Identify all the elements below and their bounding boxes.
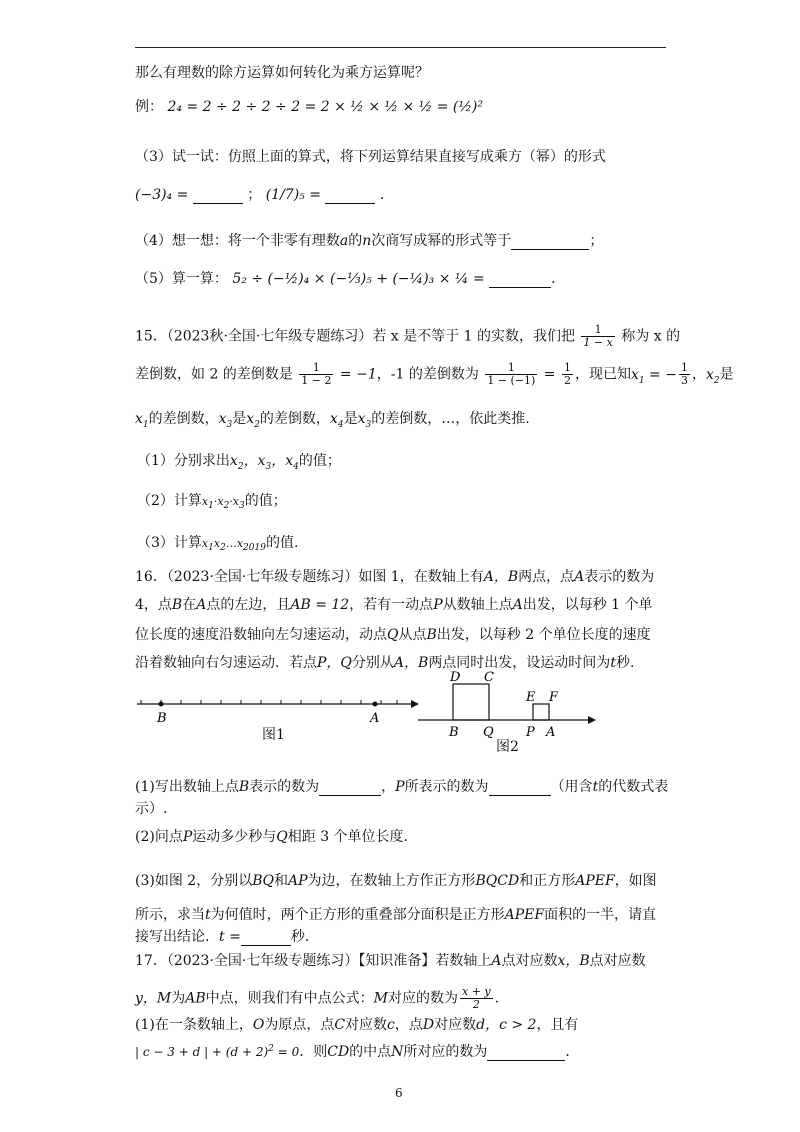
answer-blank[interactable] (241, 931, 291, 946)
q3-instruction: （3）试一试：仿照上面的算式，将下列运算结果直接写成乘方（幂）的形式 (135, 149, 606, 165)
svg-text:A: A (370, 711, 380, 726)
q17-part1-line2: | c − 3 + d | + $(d + 2)^2 = 0$．则CD的中点N所对应的数为 ． (135, 1044, 580, 1060)
svg-text:C: C (484, 670, 494, 685)
q15-part1: （1）分别求出$x_2$，$x_3$，$x_4$的值； (137, 453, 341, 472)
q3-exercises: (−3)₄ = ； (1/7)₅ = ． (135, 187, 394, 203)
q16-part2: (2)问点P运动多少秒与Q相距 3 个单位长度. (135, 829, 409, 845)
q16-part3-line2: 所示，求当t为何值时，两个正方形的重叠部分面积是正方形APEF面积的一半，请直 (135, 907, 657, 923)
q5-expression: 5₂ ÷ (−½)₄ × (−⅓)₅ + (−¼)₃ × ¼ = (232, 271, 485, 287)
q16-line2: 4，点B在A点的左边，且AB = 12，若有一动点P从数轴上点A出发，以每秒 1 个单 (135, 597, 653, 613)
svg-text:B: B (449, 725, 459, 740)
q15-line1: 15．（2023秋·全国·七年级专题练习）若 x 是不等于 1 的实数，我们把 $\frac{1}{1 - x}$ 称为 x 的 (135, 323, 681, 349)
svg-text:Q: Q (483, 725, 494, 740)
answer-blank[interactable] (511, 235, 589, 250)
figure-1-caption: 图1 (262, 727, 285, 743)
q16-line1: 16．（2023·全国·七年级专题练习）如图 1，在数轴上有A，B两点，点A表示的数为 (135, 569, 655, 585)
answer-blank[interactable] (487, 1046, 565, 1061)
figure-2-caption: 图2 (496, 739, 519, 755)
q16-part3-line3: 接写出结论．t = 秒. (135, 929, 310, 945)
q16-line3: 位长度的速度沿数轴向左匀速运动，动点Q从点B出发，以每秒 2 个单位长度的速度 (135, 627, 651, 643)
figure-2-squares (416, 670, 596, 740)
page-number: 6 (395, 1086, 403, 1100)
q16-part1-cont: 示）. (135, 801, 168, 817)
q17-line1: 17．（2023·全国·七年级专题练习）【知识准备】若数轴上A点对应数x，B点对应数 (135, 953, 646, 969)
intro-line: 那么有理数的除方运算如何转化为乘方运算呢？ (135, 65, 429, 81)
svg-text:F: F (549, 690, 559, 705)
svg-text:E: E (526, 690, 536, 705)
q17-part1: (1)在一条数轴上，O为原点，点C对应数c，点D对应数d，c > 2，且有 (135, 1017, 579, 1033)
answer-blank[interactable] (489, 781, 551, 796)
example-line: 例： 2₄ = 2 ÷ 2 ÷ 2 ÷ 2 = 2 × ½ × ½ × ½ = (½)² (135, 99, 483, 115)
answer-blank[interactable] (193, 189, 243, 204)
q5-line: （5）算一算： 5₂ ÷ (−½)₄ × (−⅓)₅ + (−¼)₃ × ¼ = ． (135, 271, 566, 287)
q15-part2: （2）计算$x_1\cdot x_2\cdot x_3$的值； (137, 493, 287, 512)
q4-line: （4）想一想：将一个非零有理数a的n次商写成幂的形式等于 ； (135, 233, 604, 249)
q16-part1: (1)写出数轴上点B表示的数为 ，P所表示的数为 （用含t的代数式表 (135, 779, 669, 795)
example-expression: 2₄ = 2 ÷ 2 ÷ 2 ÷ 2 = 2 × ½ × ½ × ½ = (½)² (167, 99, 483, 115)
svg-text:B: B (157, 711, 167, 726)
svg-text:P: P (526, 725, 535, 740)
q17-line2: y，M为AB中点，则我们有中点公式：M对应的数为 $\frac{x + y}{2}$ . (135, 985, 500, 1011)
q15-line3: $x_1$的差倒数，$x_3$是$x_2$的差倒数，$x_4$是$x_3$的差倒数，…，依此类推. (135, 411, 530, 430)
q15-part3: （3）计算$x_1x_2\dots x_{2019}$的值. (137, 535, 299, 554)
answer-blank[interactable] (489, 273, 551, 288)
svg-text:A: A (546, 725, 556, 740)
q15-line2: 差倒数，如 2 的差倒数是 $\frac{1}{1 - 2}$ = −1，-1 的差倒数为 $\frac{1}{1 - (-1)}$ = $\frac{1}{2}$ ，现已知$x_1$ = − $\frac{1}{3}$ ，$x_2$是 (135, 361, 734, 387)
answer-blank[interactable] (319, 781, 381, 796)
q16-line4: 沿着数轴向右匀速运动．若点P，Q分别从A，B两点同时出发，设运动时间为t秒. (135, 655, 635, 671)
answer-blank[interactable] (325, 189, 375, 204)
svg-text:D: D (450, 670, 461, 685)
q16-part3: (3)如图 2，分别以BQ和AP为边，在数轴上方作正方形BQCD和正方形APEF，如图 (135, 873, 657, 889)
header-rule (135, 47, 666, 48)
